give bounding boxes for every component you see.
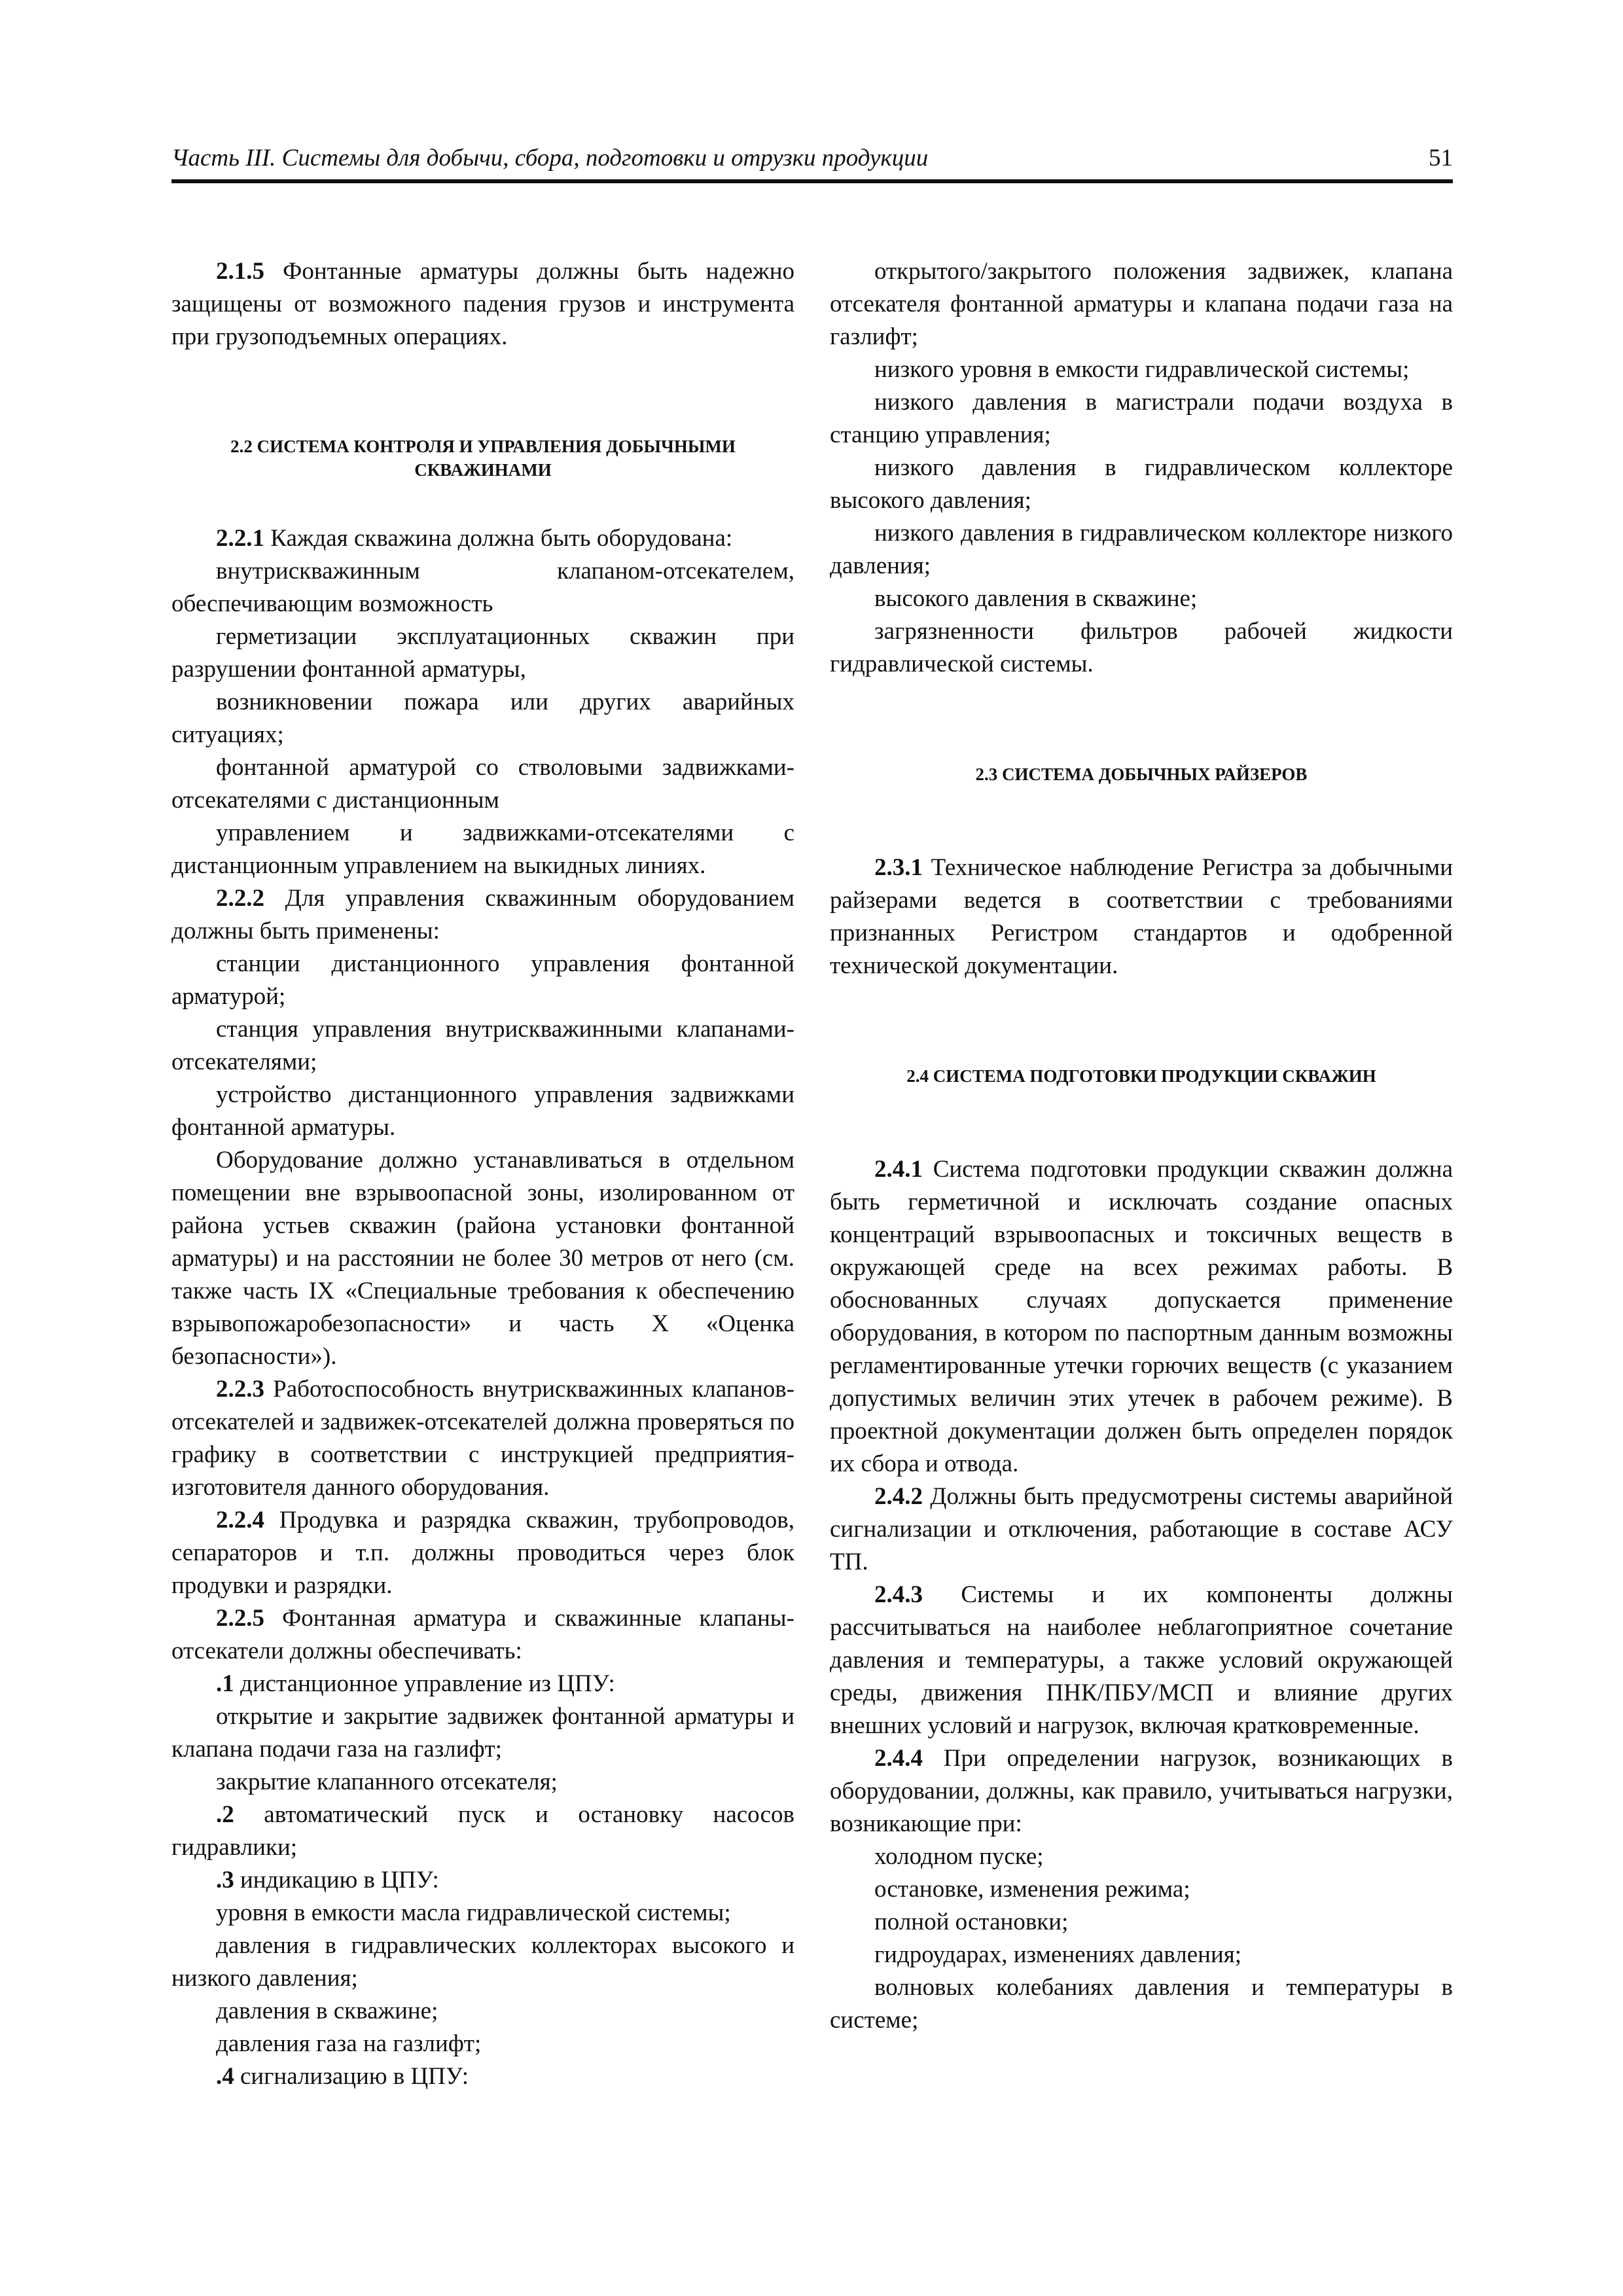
clause-number: 2.2.4 <box>216 1507 264 1534</box>
item-text: индикацию в ЦПУ: <box>234 1867 439 1893</box>
clause-text: Фонтанная арматура и скважинные клапаны-отсекатели должны обеспечивать: <box>171 1605 794 1664</box>
paragraph: низкого давления в магистрали подачи воздуха в станцию управления; <box>830 389 1453 448</box>
item-text: дистанционное управление из ЦПУ: <box>234 1670 615 1697</box>
clause-2-4-1 <box>830 1153 1453 1480</box>
clause-number: 2.1.5 <box>216 258 264 285</box>
paragraph: возникновении пожара или других аварийных ситуациях; <box>171 689 794 748</box>
paragraph: уровня в емкости масла гидравлической системы; <box>216 1899 731 1926</box>
clause-text: Система подготовки продукции скважин должна быть герметичной и исключать создание опасных концентраций взрывоопасных и токсичных веществ в окружающей среде на всех режимах работы. В обоснованных случаях допускается применение оборудования, в котором по паспортным данным возможны регламентированные утечки горючих веществ (с указанием допустимых величин этих утечек в рабочем режиме). В проектной документации должен быть определен порядок их сбора и отвода. <box>830 1156 1453 1477</box>
clause-2-4-2 <box>830 1480 1453 1579</box>
clause-2-4-3 <box>830 1579 1453 1742</box>
clause-text: Техническое наблюдение Регистра за добычными райзерами ведется в соответствии с требованиями признанных Регистром стандартов и одобренной технической документации. <box>830 854 1453 979</box>
clause-number: 2.4.4 <box>874 1745 923 1772</box>
paragraph: холодном пуске; <box>874 1843 1044 1870</box>
clause-2-2-5 <box>171 1602 794 1668</box>
clause-number: 2.2.1 <box>216 525 264 552</box>
paragraph: гидроударах, изменениях давления; <box>874 1941 1242 1968</box>
clause-2-2-2 <box>171 882 794 948</box>
clause-2-4-4 <box>830 1742 1453 1840</box>
clause-number: 2.4.1 <box>874 1156 923 1183</box>
clause-number: 2.2.3 <box>216 1376 264 1403</box>
paragraph: остановке, изменения режима; <box>874 1876 1190 1903</box>
section-heading-2-3: 2.3 СИСТЕМА ДОБЫЧНЫХ РАЙЗЕРОВ <box>975 764 1308 784</box>
section-heading-2-4: 2.4 СИСТЕМА ПОДГОТОВКИ ПРОДУКЦИИ СКВАЖИН <box>906 1066 1376 1086</box>
paragraph: давления в скважине; <box>216 1998 438 2024</box>
clause-text: Системы и их компоненты должны рассчитываться на наиболее неблагоприятное сочетание давления и температуры, а также условий окружающей среды, движения ПНК/ПБУ/МСП и влияние других внешних условий и нагрузок, включая кратковременные. <box>830 1581 1453 1739</box>
clause-number: 2.2.5 <box>216 1605 264 1632</box>
clause-text: Должны быть предусмотрены системы аварийной сигнализации и отключения, работающие в составе АСУ ТП. <box>830 1483 1453 1575</box>
paragraph: высокого давления в скважине; <box>874 585 1198 612</box>
item-number: .2 <box>216 1801 234 1828</box>
paragraph: давления газа на газлифт; <box>216 2030 482 2057</box>
section-heading-line: СКВАЖИНАМИ <box>414 460 552 480</box>
clause-text: Фонтанные арматуры должны быть надежно защищены от возможного падения грузов и инструмента при грузоподъемных операциях. <box>171 258 794 350</box>
right-column <box>830 255 1453 2037</box>
paragraph: открытие и закрытие задвижек фонтанной арматуры и клапана подачи газа на газлифт; <box>171 1703 794 1763</box>
paragraph: фонтанной арматурой со стволовыми задвижками-отсекателями с дистанционным <box>171 754 794 814</box>
paragraph: закрытие клапанного отсекателя; <box>216 1768 558 1795</box>
paragraph: внутрискважинным клапаном-отсекателем, обеспечивающим возможность <box>171 558 794 617</box>
paragraph: волновых колебаниях давления и температуры в системе; <box>830 1974 1453 2034</box>
paragraph: низкого давления в гидравлическом коллекторе высокого давления; <box>830 454 1453 514</box>
clause-2-2-3 <box>171 1373 794 1504</box>
page-number: 51 <box>1429 145 1453 171</box>
running-header <box>171 143 1453 183</box>
clause-text: Продувка и разрядка скважин, трубопроводов, сепараторов и т.п. должны проводиться через блок продувки и разрядки. <box>171 1507 794 1599</box>
clause-number: 2.3.1 <box>874 854 923 881</box>
left-column <box>171 255 794 2093</box>
item-number: .4 <box>216 2063 234 2090</box>
clause-2-2-1 <box>171 522 794 555</box>
list-item <box>171 1668 794 1700</box>
paragraph: давления в гидравлических коллекторах высокого и низкого давления; <box>171 1932 794 1992</box>
clause-text: При определении нагрузок, возникающих в оборудовании, должны, как правило, учитываться нагрузки, возникающие при: <box>830 1745 1453 1837</box>
clause-number: 2.2.2 <box>216 885 264 912</box>
paragraph: устройство дистанционного управления задвижками фонтанной арматуры. <box>171 1081 794 1141</box>
clause-2-3-1 <box>830 852 1453 982</box>
list-item <box>171 1799 794 1864</box>
item-number: .3 <box>216 1867 234 1893</box>
paragraph: низкого уровня в емкости гидравлической системы; <box>874 356 1410 383</box>
paragraph: полной остановки; <box>874 1909 1069 1935</box>
paragraph: герметизации эксплуатационных скважин при разрушении фонтанной арматуры, <box>171 623 794 683</box>
clause-text: Каждая скважина должна быть оборудована: <box>264 525 733 552</box>
paragraph: станция управления внутрискважинными клапанами-отсекателями; <box>171 1016 794 1075</box>
running-title: Часть III. Системы для добычи, сбора, подготовки и отрузки продукции <box>171 145 929 171</box>
paragraph: станции дистанционного управления фонтанной арматурой; <box>171 950 794 1010</box>
paragraph: открытого/закрытого положения задвижек, клапана отсекателя фонтанной арматуры и клапана подачи газа на газлифт; <box>830 258 1453 350</box>
item-number: .1 <box>216 1670 234 1697</box>
paragraph: низкого давления в гидравлическом коллекторе низкого давления; <box>830 520 1453 579</box>
clause-number: 2.4.3 <box>874 1581 923 1608</box>
list-item <box>171 1864 794 1897</box>
item-text: сигнализацию в ЦПУ: <box>234 2063 469 2090</box>
clause-number: 2.4.2 <box>874 1483 923 1510</box>
item-text: автоматический пуск и остановку насосов гидравлики; <box>171 1801 794 1861</box>
list-item <box>171 2060 794 2093</box>
clause-text: Работоспособность внутрискважинных клапанов-отсекателей и задвижек-отсекателей должна проверяться по графику в соответствии с инструкцией предприятия-изготовителя данного оборудования. <box>171 1376 794 1501</box>
paragraph: Оборудование должно устанавливаться в отдельном помещении вне взрывоопасной зоны, изолированном от района устьев скважин (района установки фонтанной арматуры) и на расстоянии не более 30 метров от него (см. также часть IX «Специальные требования к обеспечению взрывопожаробезопасности» и часть X «Оценка безопасности»). <box>171 1147 794 1370</box>
clause-2-1-5 <box>171 255 794 353</box>
paragraph: загрязненности фильтров рабочей жидкости гидравлической системы. <box>830 618 1453 677</box>
paragraph: управлением и задвижками-отсекателями с дистанционным управлением на выкидных линиях. <box>171 819 794 879</box>
clause-text: Для управления скважинным оборудованием должны быть применены: <box>171 885 794 944</box>
section-heading-line: 2.2 СИСТЕМА КОНТРОЛЯ И УПРАВЛЕНИЯ ДОБЫЧНЫМИ <box>230 437 736 456</box>
section-heading-2-2 <box>171 435 794 482</box>
clause-2-2-4 <box>171 1504 794 1602</box>
